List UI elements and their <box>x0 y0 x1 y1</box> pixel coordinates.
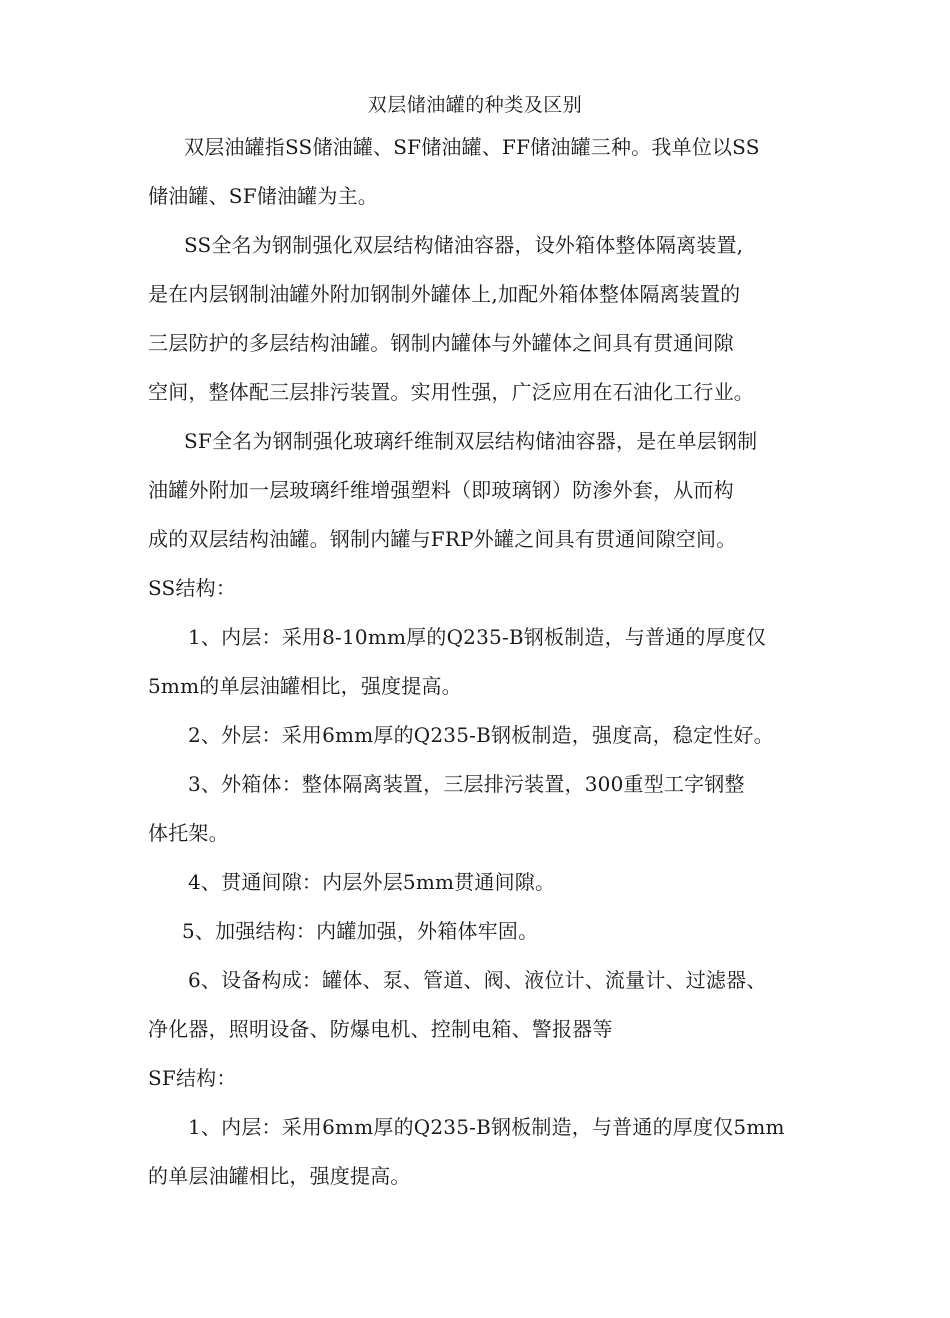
paragraph-line: SF全名为钢制强化玻璃纤维制双层结构储油容器，是在单层钢制 <box>184 429 758 453</box>
paragraph-line: 储油罐、SF储油罐为主。 <box>148 184 378 208</box>
list-item-continuation: 净化器，照明设备、防爆电机、控制电箱、警报器等 <box>148 1017 613 1041</box>
list-item: 3、外箱体：整体隔离装置，三层排污装置，300重型工字钢整 <box>188 772 745 796</box>
section-heading-sf: SF结构： <box>148 1066 237 1090</box>
list-item-continuation: 的单层油罐相比，强度提高。 <box>148 1164 411 1188</box>
paragraph-line: 空间，整体配三层排污装置。实用性强，广泛应用在石油化工行业。 <box>148 380 754 404</box>
list-item-continuation: 5mm的单层油罐相比，强度提高。 <box>148 674 462 698</box>
document-title: 双层储油罐的种类及区别 <box>367 94 583 116</box>
paragraph-line: 是在内层钢制油罐外附加钢制外罐体上,加配外箱体整体隔离装置的 <box>148 282 741 306</box>
paragraph-line: 油罐外附加一层玻璃纤维增强塑料（即玻璃钢）防渗外套，从而构 <box>148 478 734 502</box>
list-item: 2、外层：采用6mm厚的Q235-B钢板制造，强度高，稳定性好。 <box>188 723 774 747</box>
list-item: 1、内层：采用6mm厚的Q235-B钢板制造，与普通的厚度仅5mm <box>188 1115 785 1139</box>
list-item: 4、贯通间隙：内层外层5mm贯通间隙。 <box>188 870 556 894</box>
section-heading-ss: SS结构： <box>148 576 237 600</box>
list-item: 5、加强结构：内罐加强，外箱体牢固。 <box>182 919 539 943</box>
list-item: 6、设备构成：罐体、泵、管道、阀、液位计、流量计、过滤器、 <box>188 968 767 992</box>
paragraph-line: 三层防护的多层结构油罐。钢制内罐体与外罐体之间具有贯通间隙 <box>148 331 734 355</box>
paragraph-line: 双层油罐指SS储油罐、SF储油罐、FF储油罐三种。我单位以SS <box>184 135 760 159</box>
list-item-continuation: 体托架。 <box>148 821 229 845</box>
list-item: 1、内层：采用8-10mm厚的Q235-B钢板制造，与普通的厚度仅 <box>188 625 767 649</box>
paragraph-line: SS全名为钢制强化双层结构储油容器，设外箱体整体隔离装置, <box>184 233 744 257</box>
paragraph-line: 成的双层结构油罐。钢制内罐与FRP外罐之间具有贯通间隙空间。 <box>148 527 737 551</box>
